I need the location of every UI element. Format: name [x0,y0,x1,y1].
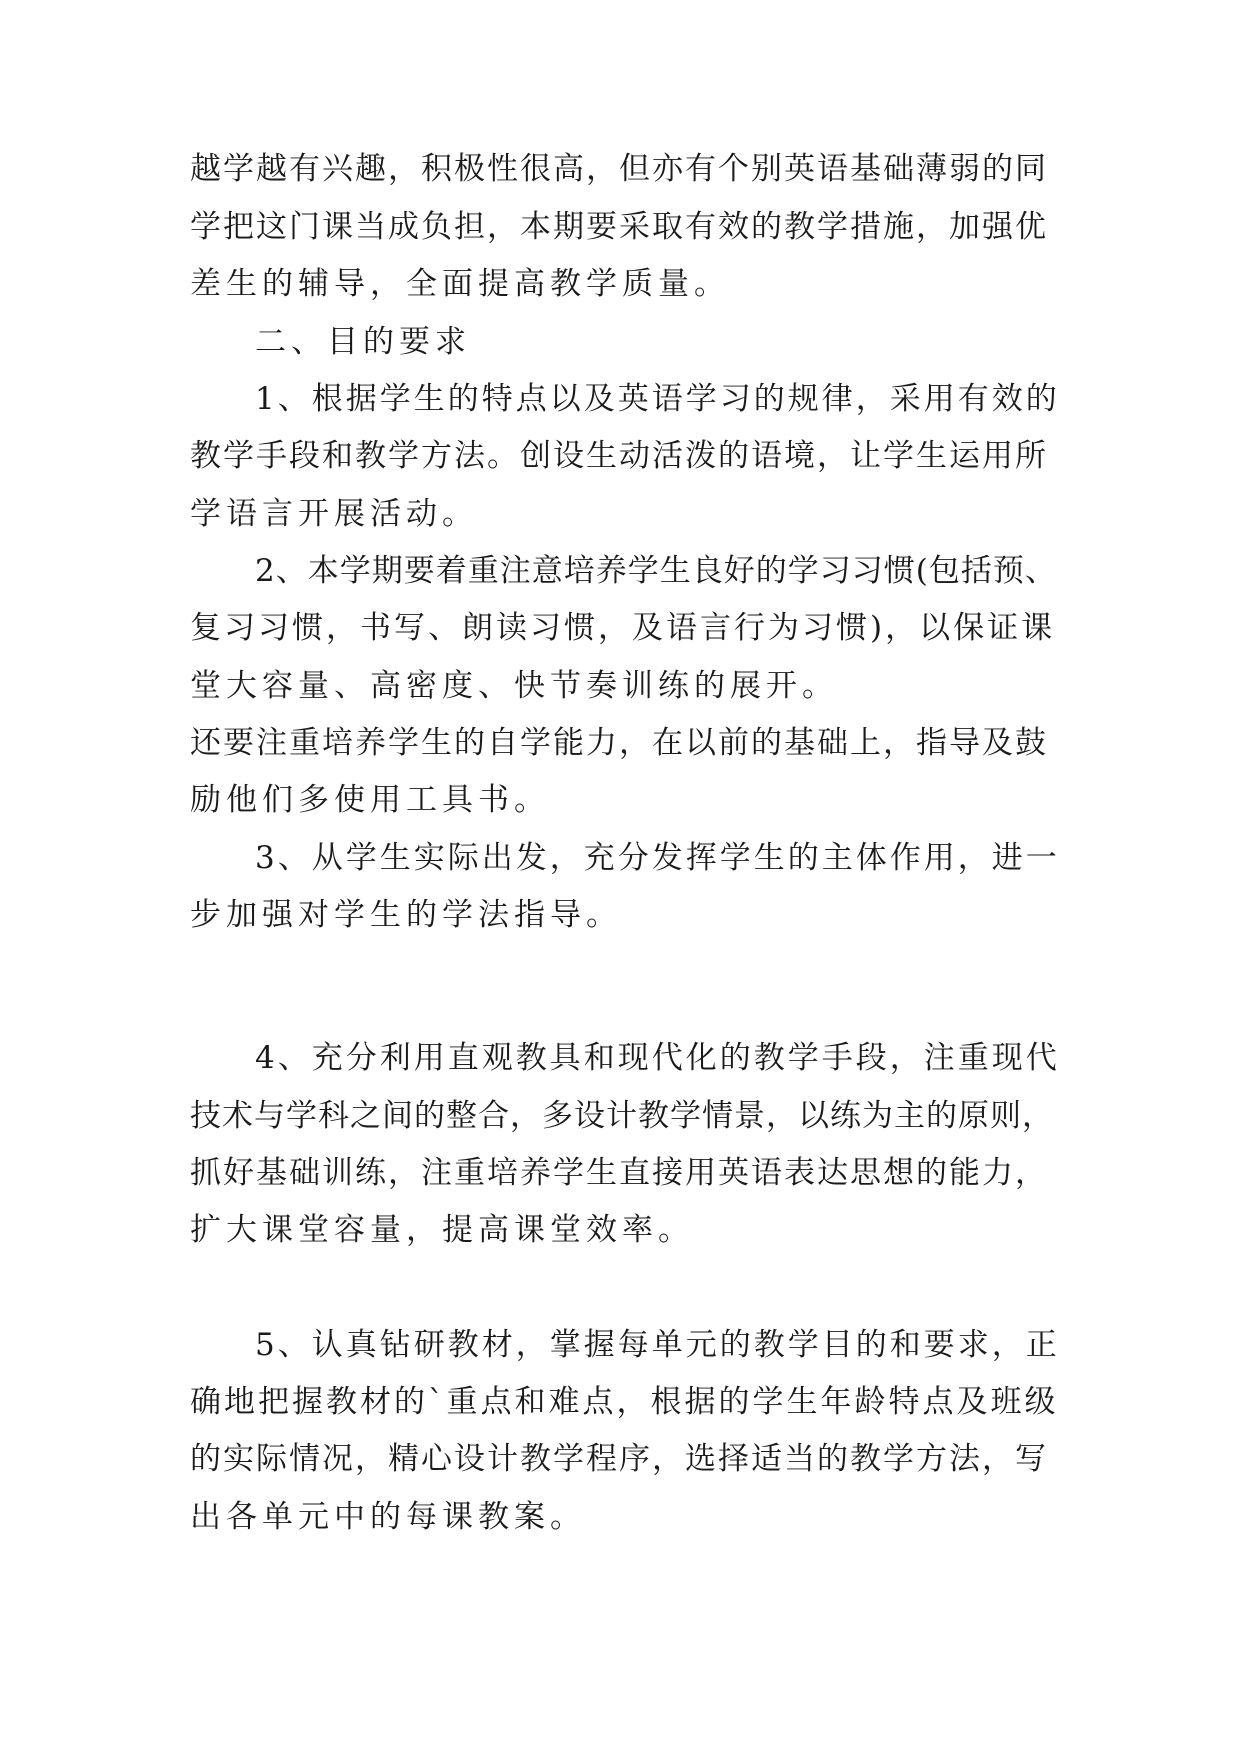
text-line: 确地把握教材的`重点和难点，根据的学生年龄特点及班级 [190,1384,1059,1420]
text-line: 越学越有兴趣，积极性很高，但亦有个别英语基础薄弱的同 [190,151,1048,187]
text-line: 堂大容量、高密度、快节奏训练的展开。 [190,668,838,704]
text-line: 5、认真钻研教材，掌握每单元的教学目的和要求，正 [255,1327,1060,1363]
text-line: 励他们多使用工具书。 [190,782,550,818]
text-line: 差生的辅导，全面提高教学质量。 [190,266,730,302]
text-line: 出各单元中的每课教案。 [190,1499,586,1535]
text-line: 4、充分利用直观教具和现代化的教学手段，注重现代 [255,1040,1060,1076]
text-line: 的实际情况，精心设计教学程序，选择适当的教学方法，写 [190,1441,1048,1477]
text-line: 抓好基础训练，注重培养学生直接用英语表达思想的能力， [190,1155,1048,1191]
text-line: 教学手段和教学方法。创设生动活泼的语境，让学生运用所 [190,438,1048,474]
text-line: 还要注重培养学生的自学能力，在以前的基础上，指导及鼓 [190,725,1048,761]
text-line: 学语言开展活动。 [190,496,478,532]
text-line: 扩大课堂容量，提高课堂效率。 [190,1212,694,1248]
text-line: 学把这门课当成负担，本期要采取有效的教学措施，加强优 [190,209,1048,245]
text-line: 复习习惯，书写、朗读习惯，及语言行为习惯)，以保证课 [190,610,1056,646]
text-line: 技术与学科之间的整合，多设计教学情景，以练为主的原则， [190,1098,1054,1134]
section-heading: 二、目的要求 [255,324,471,360]
text-line: 步加强对学生的学法指导。 [190,897,622,933]
text-line: 2、本学期要着重注意培养学生良好的学习习惯(包括预、 [255,553,1057,589]
text-line: 1、根据学生的特点以及英语学习的规律，采用有效的 [255,381,1060,417]
text-line: 3、从学生实际出发，充分发挥学生的主体作用，进一 [255,840,1060,876]
